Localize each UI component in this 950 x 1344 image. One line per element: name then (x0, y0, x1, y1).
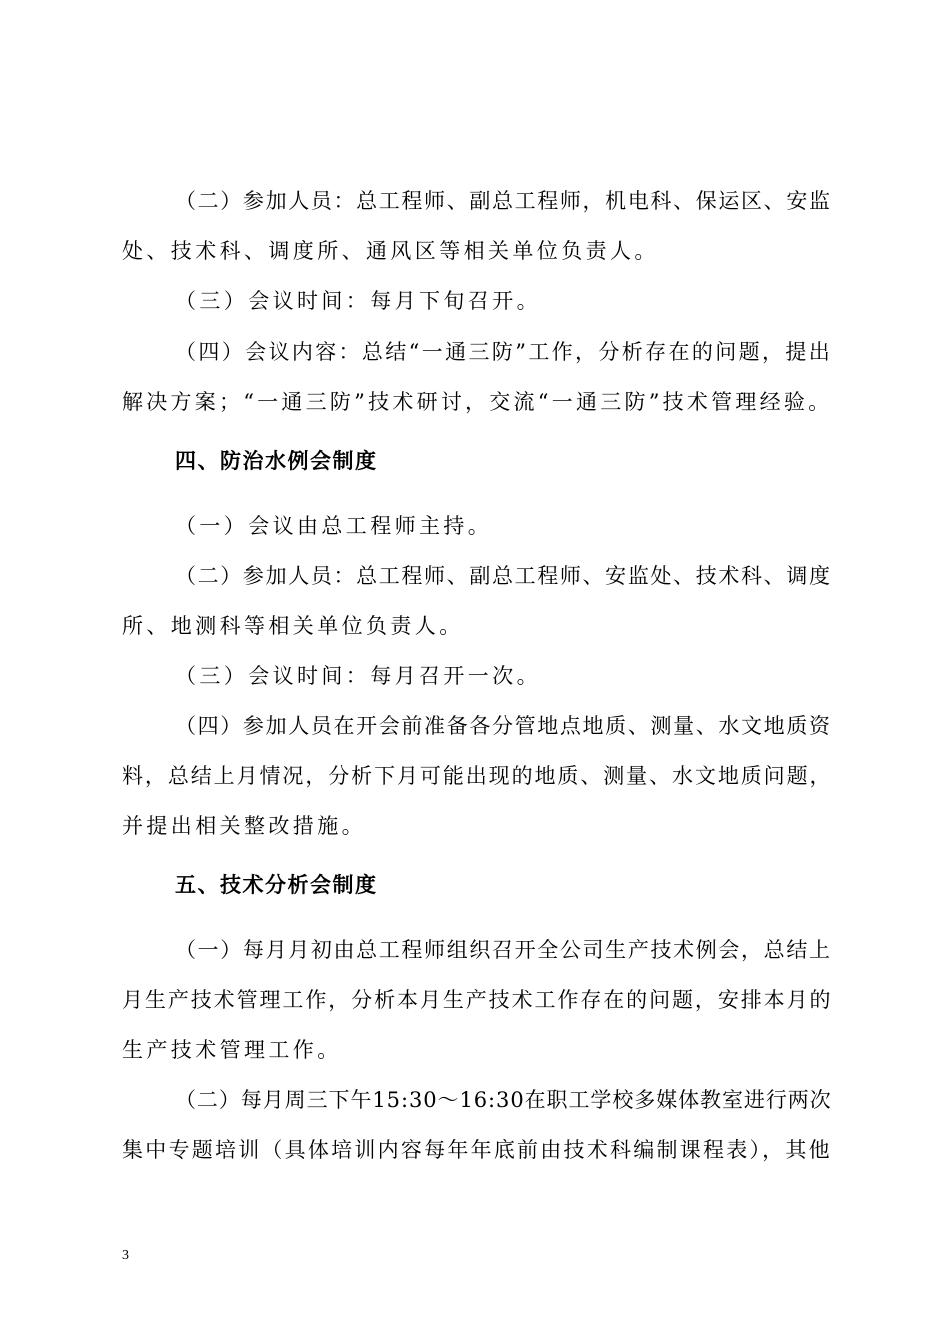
paragraph-text: （四）会议内容：总结“一通三防”工作，分析存在的问题，提出 (175, 340, 833, 364)
paragraph-text: 月生产技术管理工作，分析本月生产技术工作存在的问题，安排本月的 (122, 988, 833, 1012)
paragraph-text: 集中专题培训（具体培训内容每年年底前由技术科编制课程表），其他 (122, 1138, 832, 1162)
paragraph-text: 所、地测科等相关单位负责人。 (122, 614, 464, 638)
paragraph-text: （三）会议时间：每月召开一次。 (175, 664, 541, 688)
paragraph-text: （三）会议时间：每月下旬召开。 (175, 289, 541, 313)
page-number: 3 (122, 1248, 129, 1263)
paragraph-text: 解决方案；“一通三防”技术研讨，交流“一通三防”技术管理经验。 (122, 390, 833, 414)
paragraph-text: （二）参加人员：总工程师、副总工程师、安监处、技术科、调度 (175, 564, 832, 588)
section-heading-text: 四、防治水例会制度 (175, 449, 378, 473)
paragraph-text: 生产技术管理工作。 (122, 1038, 342, 1062)
paragraph-text: （四）参加人员在开会前准备各分管地点地质、测量、水文地质资 (175, 714, 832, 738)
paragraph-text: （一）每月月初由总工程师组织召开全公司生产技术例会，总结上 (175, 938, 832, 962)
paragraph-text: 并提出相关整改措施。 (122, 814, 366, 838)
paragraph-text: （二）参加人员：总工程师、副总工程师，机电科、保运区、安监 (175, 189, 832, 213)
paragraph-text: （一）会议由总工程师主持。 (175, 514, 493, 538)
paragraph-text: （二）每月周三下午15:30～16:30在职工学校多媒体教室进行两次 (175, 1088, 832, 1112)
section-heading-text: 五、技术分析会制度 (175, 873, 378, 897)
paragraph-text: 料，总结上月情况，分析下月可能出现的地质、测量、水文地质问题， (122, 764, 833, 788)
paragraph-text: 处、技术科、调度所、通风区等相关单位负责人。 (122, 239, 659, 263)
